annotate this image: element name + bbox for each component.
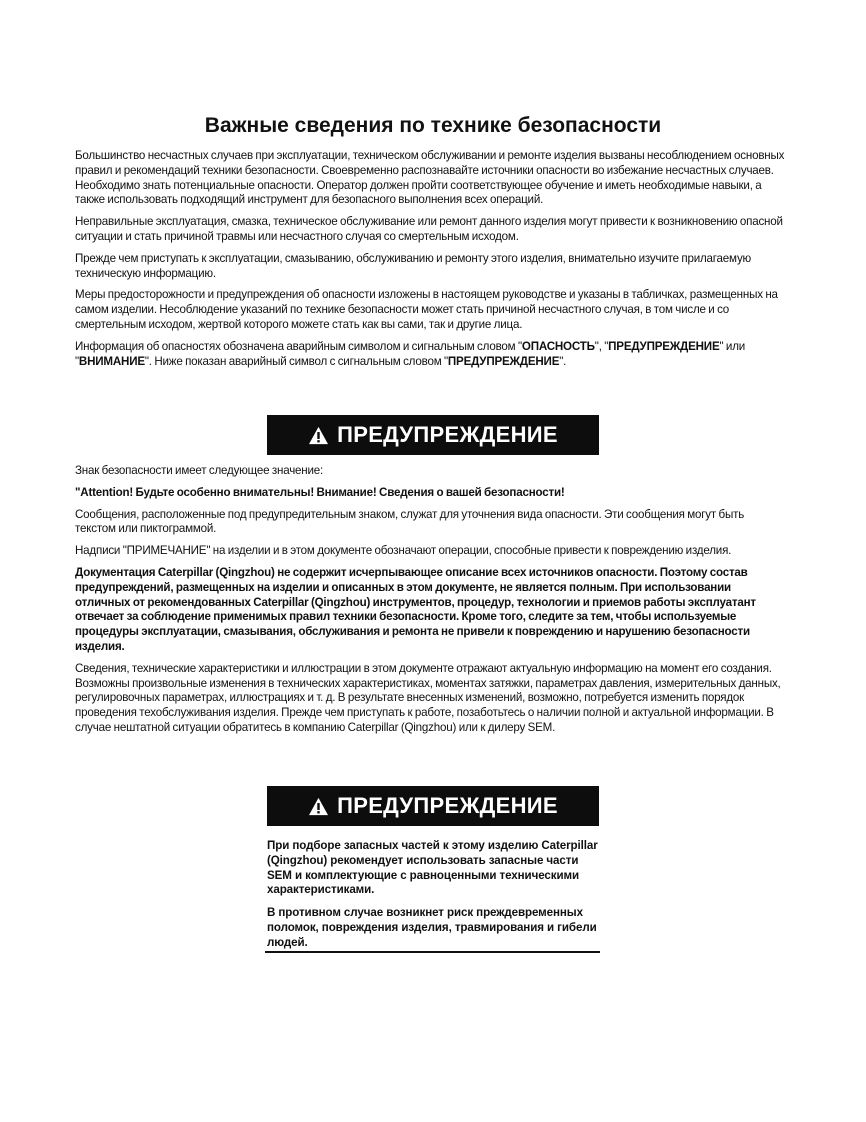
paragraph-study-information: Прежде чем приступать к эксплуатации, смазыванию, обслуживанию и ремонту этого изделия, внимательно изучите прилагаемую техническую информацию. bbox=[75, 251, 752, 280]
paragraph-notice: Надписи "ПРИМЕЧАНИЕ" на изделии и в этом документе обозначают операции, способные привести к повреждению изделия. bbox=[75, 544, 732, 558]
paragraph-precautions: Меры предосторожности и предупреждения об опасности изложены в настоящем руководстве и указаны в табличках, размещенных на самом изделии. Несоблюдение указаний по технике безопасности может стать причиной несчастного случая, в том числе и со смертельным исходом, жертвой которого можете стать как вы сами, так и другие лица. bbox=[75, 288, 778, 331]
warning-banner-label: ПРЕДУПРЕЖДЕНИЕ bbox=[337, 422, 558, 447]
warning-parts-risk: В противном случае возникнет риск преждевременных поломок, повреждения изделия, травмирования и гибели людей. bbox=[267, 906, 597, 949]
intro-text-block bbox=[75, 149, 787, 376]
paragraph-information-changes: Сведения, технические характеристики и иллюстрации в этом документе отражают актуальную информацию на момент его создания. Возможны произвольные изменения в технических характеристиках, моментах затяжки, параметрах давления, измерительных данных, регулировочных параметрах, иллюстрациях и т. д. В результате внесенных изменений, возможно, потребуется изменить порядок проведения техобслуживания изделия. Прежде чем приступать к работе, позаботьтесь о наличии полной и актуальной информации. В случае нештатной ситуации обратитесь в компанию Caterpillar (Qingzhou) или к дилеру SEM. bbox=[75, 661, 781, 734]
paragraph-signal-words: Информация об опасностях обозначена аварийным символом и сигнальным словом "ОПАСНОСТЬ", "ПРЕДУПРЕЖДЕНИЕ" или "ВНИМАНИЕ". Ниже показан аварийный символ с сигнальным словом "ПРЕДУПРЕЖДЕНИЕ". bbox=[75, 339, 746, 368]
paragraph-messages: Сообщения, расположенные под предупредительным знаком, служат для уточнения вида опасности. Эти сообщения могут быть текстом или пиктограммой. bbox=[75, 507, 745, 536]
warning-bottom-rule bbox=[265, 951, 600, 953]
signal-word-danger: ОПАСНОСТЬ bbox=[521, 339, 595, 353]
warning-banner bbox=[267, 415, 599, 455]
warning-banner-parts bbox=[267, 786, 599, 826]
page-title: Важные сведения по технике безопасности bbox=[204, 114, 662, 137]
warning-parts-recommendation: При подборе запасных частей к этому изделию Caterpillar (Qingzhou) рекомендует использовать запасные части SEM и комплектующие с равноценными техническими характеристиками. bbox=[267, 839, 598, 897]
warning-triangle-icon bbox=[308, 426, 329, 445]
paragraph-sign-meaning: Знак безопасности имеет следующее значение: bbox=[75, 464, 324, 477]
warning-banner-parts-label: ПРЕДУПРЕЖДЕНИЕ bbox=[337, 793, 558, 818]
main-text-block bbox=[75, 464, 787, 743]
paragraph-attention: "Attention! Будьте особенно внимательны! Внимание! Сведения о вашей безопасности! bbox=[75, 485, 565, 499]
paragraph-documentation-disclaimer: Документация Caterpillar (Qingzhou) не содержит исчерпывающее описание всех источников опасности. Поэтому состав предупреждений, размещенных на изделии и описанных в этом документе, не является полным. При использовании отличных от рекомендованных Caterpillar (Qingzhou) инструментов, процедур, технологии и приемов работы эксплуатант отвечает за соблюдение применимых правил техники безопасности. Кроме того, следите за тем, чтобы используемые процедуры эксплуатации, смазывания, обслуживания и ремонта не привели к повреждению и нарушению безопасности изделия. bbox=[75, 565, 756, 653]
signal-word-caution: ВНИМАНИЕ bbox=[78, 354, 145, 368]
paragraph-accidents: Большинство несчастных случаев при эксплуатации, техническом обслуживании и ремонте изделия вызваны несоблюдением основных правил и рекомендаций техники безопасности. Своевременно распознавайте источники опасности во избежание несчастных случаев. Необходимо знать потенциальные опасности. Оператор должен пройти соответствующее обучение и иметь необходимые навыки, а также использовать подходящий инструмент для безопасного выполнения всех операций. bbox=[75, 149, 785, 207]
warning-triangle-icon bbox=[308, 797, 329, 816]
warning-parts-text bbox=[267, 839, 599, 959]
signal-word-warning: ПРЕДУПРЕЖДЕНИЕ bbox=[608, 339, 720, 353]
paragraph-improper-operation: Неправильные эксплуатация, смазка, техническое обслуживание или ремонт данного изделия могут привести к возникновению опасной ситуации и стать причиной травмы или несчастного случая со смертельным исходом. bbox=[75, 215, 783, 243]
signal-word-warning-2: ПРЕДУПРЕЖДЕНИЕ bbox=[447, 354, 560, 368]
